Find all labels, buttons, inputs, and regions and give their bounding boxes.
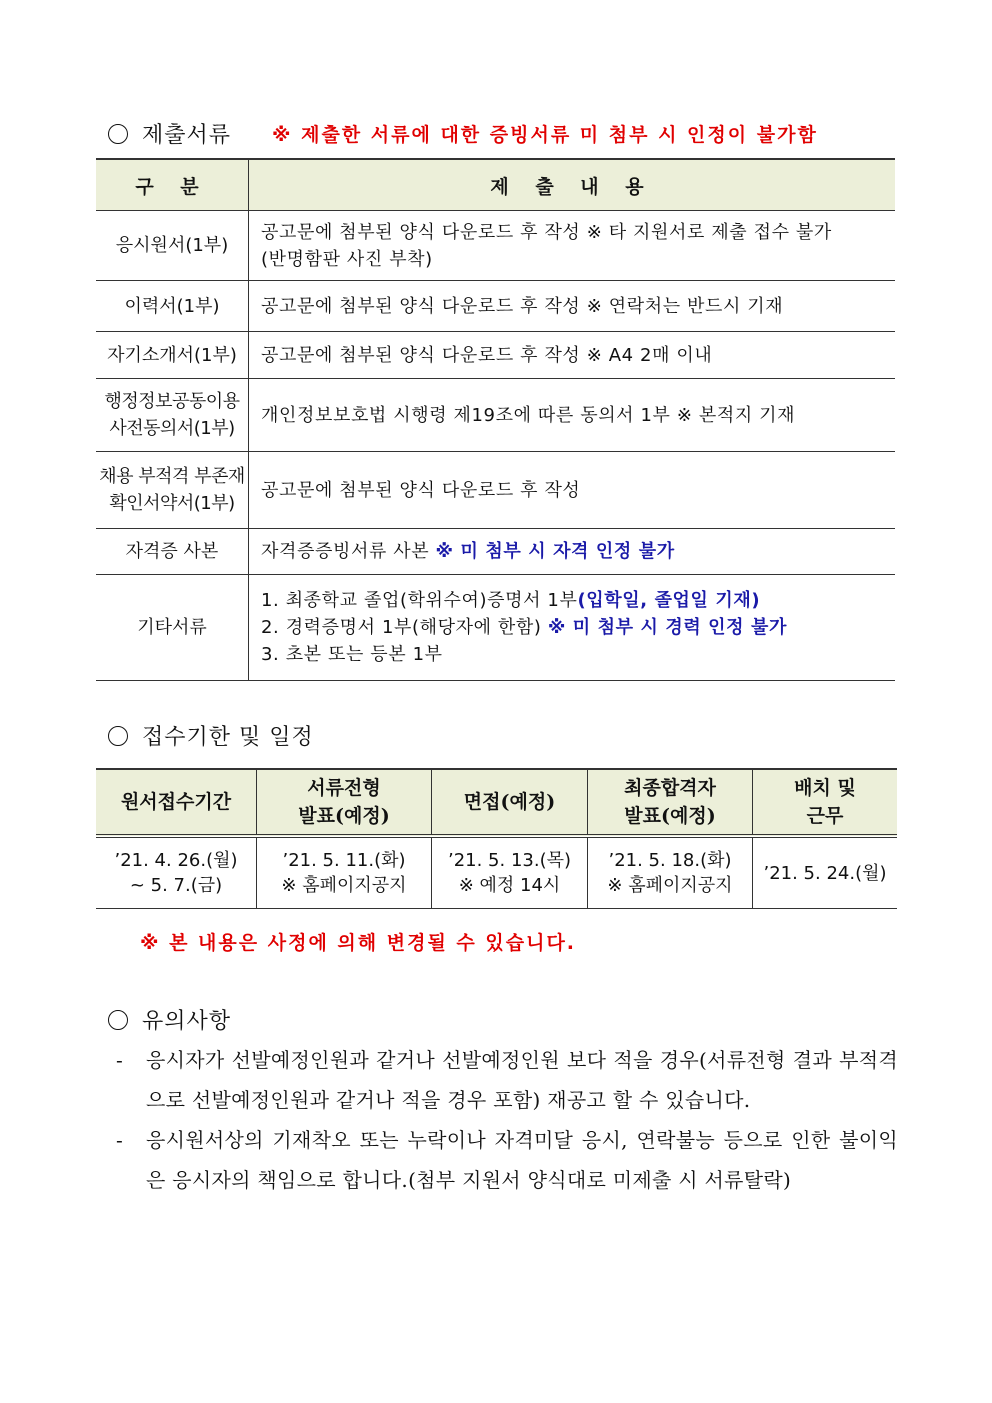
row-label: 기타서류 xyxy=(96,575,249,681)
blue-warning: ※ 미 첨부 시 자격 인정 불가 xyxy=(435,541,675,562)
table-row xyxy=(96,379,895,452)
list-item xyxy=(116,1120,898,1200)
column-header-content: 제 출 내 용 xyxy=(249,159,896,211)
note-text: 응시자가 선발예정인원과 같거나 선발예정인원 보다 적을 경우(서류전형 결과 부적격으로 선발예정인원과 같거나 적을 경우 포함) 재공고 할 수 있습니다. xyxy=(146,1048,898,1112)
circle-bullet-icon xyxy=(108,124,128,144)
row-label xyxy=(96,379,249,452)
circle-bullet-icon xyxy=(108,726,128,746)
content-line: 3. 초본 또는 등본 1부 xyxy=(261,644,443,665)
content-line xyxy=(261,614,885,641)
table-cell xyxy=(432,836,588,909)
circle-bullet-icon xyxy=(108,1010,128,1030)
row-content: 개인정보보호법 시행령 제19조에 따른 동의서 1부 ※ 본적지 기재 xyxy=(249,379,896,452)
row-content xyxy=(249,211,896,281)
notes-list xyxy=(116,1040,898,1200)
section-title: 제출서류 xyxy=(142,123,232,148)
table-row xyxy=(96,575,895,681)
header-line: 원서접수기간 xyxy=(120,791,232,813)
row-content: 공고문에 첨부된 양식 다운로드 후 작성 ※ 연락처는 반드시 기재 xyxy=(249,281,896,332)
table-cell xyxy=(96,836,257,909)
blue-warning: (입학일, 졸업일 기재) xyxy=(577,590,761,611)
table-row xyxy=(96,281,895,332)
cell-line: ※ 홈페이지공지 xyxy=(281,875,407,896)
table-row xyxy=(96,332,895,379)
content-line: (반명함판 사진 부착) xyxy=(261,248,433,270)
table-header-row xyxy=(96,159,895,211)
content-line: 공고문에 첨부된 양식 다운로드 후 작성 ※ 타 지원서로 제출 접수 불가 xyxy=(261,221,832,243)
cell-line: ’21. 5. 24.(월) xyxy=(763,862,887,884)
table-row xyxy=(96,836,897,909)
table-row xyxy=(96,452,895,529)
table-cell xyxy=(753,836,898,909)
column-header xyxy=(753,769,898,836)
header-line: 배치 및 xyxy=(794,777,856,799)
header-line: 발표(예정) xyxy=(624,805,716,827)
content-line xyxy=(261,587,885,614)
row-label: 이력서(1부) xyxy=(96,281,249,332)
list-item xyxy=(116,1040,898,1120)
cell-line: ※ 홈페이지공지 xyxy=(607,875,733,896)
column-header xyxy=(96,769,257,836)
table-row xyxy=(96,529,895,575)
blue-warning: ※ 미 첨부 시 경력 인정 불가 xyxy=(547,617,787,638)
cell-line: ~ 5. 7.(금) xyxy=(129,875,223,896)
header-line: 발표(예정) xyxy=(298,805,390,827)
cell-line: ’21. 5. 18.(화) xyxy=(608,850,732,871)
dash-bullet: - xyxy=(116,1048,124,1072)
table-cell xyxy=(257,836,432,909)
row-label xyxy=(96,452,249,529)
row-label: 응시원서(1부) xyxy=(96,211,249,281)
column-header xyxy=(432,769,588,836)
column-header-category: 구 분 xyxy=(96,159,249,211)
row-content xyxy=(249,575,896,681)
section-heading-notes xyxy=(108,1004,231,1035)
section-title: 유의사항 xyxy=(142,1009,232,1034)
label-line: 사전동의서(1부) xyxy=(109,418,235,439)
item-text: 1. 최종학교 졸업(학위수여)증명서 1부 xyxy=(261,590,578,611)
row-content xyxy=(249,529,896,575)
cell-line: ’21. 4. 26.(월) xyxy=(114,850,238,871)
label-line: 채용 부적격 부존재 xyxy=(99,466,245,487)
schedule-table xyxy=(96,768,897,909)
header-line: 근무 xyxy=(806,805,844,827)
cell-line: ’21. 5. 13.(목) xyxy=(447,850,572,871)
table-row xyxy=(96,211,895,281)
header-line: 면접(예정) xyxy=(463,791,556,813)
label-line: 행정정보공동이용 xyxy=(104,391,240,412)
dash-bullet: - xyxy=(116,1128,124,1152)
cell-line: ’21. 5. 11.(화) xyxy=(282,850,406,871)
row-content: 공고문에 첨부된 양식 다운로드 후 작성 xyxy=(249,452,896,529)
row-content: 공고문에 첨부된 양식 다운로드 후 작성 ※ A4 2매 이내 xyxy=(249,332,896,379)
column-header xyxy=(257,769,432,836)
documents-table xyxy=(96,158,895,681)
row-label: 자기소개서(1부) xyxy=(96,332,249,379)
row-label: 자격증 사본 xyxy=(96,529,249,575)
section-heading-schedule xyxy=(108,720,314,751)
column-header xyxy=(588,769,753,836)
header-line: 서류전형 xyxy=(307,777,381,799)
warning-note: ※ 제출한 서류에 대한 증빙서류 미 첨부 시 인정이 불가함 xyxy=(272,124,818,146)
section-title: 접수기한 및 일정 xyxy=(142,725,314,750)
table-cell xyxy=(588,836,753,909)
content-text: 자격증증빙서류 사본 xyxy=(261,541,436,562)
table-header-row xyxy=(96,769,897,836)
note-text: 응시원서상의 기재착오 또는 누락이나 자격미달 응시, 연락불능 등으로 인한 불이익은 응시자의 책임으로 합니다.(첨부 지원서 양식대로 미제출 시 서류탈락) xyxy=(146,1128,898,1192)
label-line: 확인서약서(1부) xyxy=(109,493,235,514)
item-text: 2. 경력증명서 1부(해당자에 한함) xyxy=(261,617,548,638)
cell-line: ※ 예정 14시 xyxy=(458,875,561,896)
change-notice: ※ 본 내용은 사정에 의해 변경될 수 있습니다. xyxy=(140,932,577,954)
header-line: 최종합격자 xyxy=(624,777,716,799)
section-heading-documents xyxy=(108,118,231,149)
